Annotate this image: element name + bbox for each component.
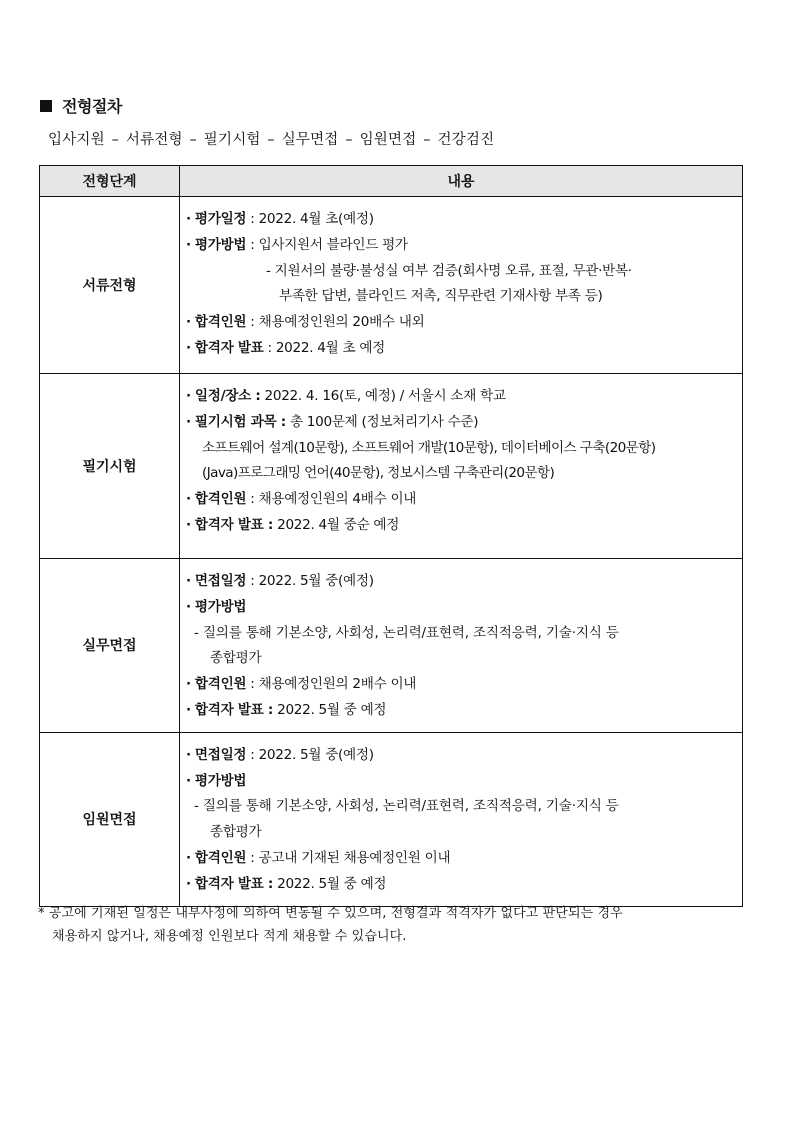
schedule-line: · 평가일정 : 2022. 4월 초(예정) [186, 211, 374, 227]
content-executive-interview [180, 732, 743, 906]
footnote-line-1: * 공고에 기재된 일정은 내부사정에 의하여 변동될 수 있으며, 전형결과 적격자가 없다고 판단되는 경우 [38, 906, 623, 921]
selection-steps-table [39, 165, 743, 907]
method-detail-2: 부족한 답변, 블라인드 저촉, 직무관련 기재사항 부족 등) [279, 288, 603, 305]
square-bullet-icon [40, 100, 52, 112]
method-detail-2: 종합평가 [210, 824, 262, 841]
pass-line: · 합격인원 : 채용예정인원의 20배수 내외 [186, 314, 425, 331]
schedule-line: · 면접일정 : 2022. 5월 중(예정) [186, 573, 374, 589]
subject-detail-2: (Java)프로그래밍 언어(40문항), 정보시스템 구축관리(20문항) [202, 465, 555, 482]
pass-line: · 합격인원 : 채용예정인원의 4배수 이내 [186, 491, 417, 508]
table-row-executive-interview [40, 732, 743, 906]
pass-line: · 합격인원 : 채용예정인원의 2배수 이내 [186, 676, 417, 693]
method-line: · 평가방법 [186, 598, 247, 615]
method-detail-2: 종합평가 [210, 650, 262, 667]
method-line: · 평가방법 [186, 772, 247, 789]
stage-written-exam: 필기시험 [40, 374, 180, 559]
content-written-exam [180, 374, 743, 559]
table-row-practical-interview [40, 559, 743, 733]
method-detail-1: - 질의를 통해 기본소양, 사회성, 논리력/표현력, 조직적응력, 기술·지식 등 [194, 624, 619, 641]
announce-line: · 합격자 발표 : 2022. 4월 초 예정 [186, 339, 385, 356]
table-row-document-screening [40, 197, 743, 374]
footnote [38, 902, 744, 948]
content-document-screening [180, 197, 743, 374]
process-flow: 입사지원 – 서류전형 – 필기시험 – 실무면접 – 임원면접 – 건강검진 [48, 132, 495, 148]
method-detail-1: - 지원서의 불량·불성실 여부 검증(회사명 오류, 표절, 무관·반복· [266, 262, 632, 279]
method-line: · 평가방법 : 입사지원서 블라인드 평가 [186, 236, 408, 253]
stage-document-screening: 서류전형 [40, 197, 180, 374]
pass-line: · 합격인원 : 공고내 기재된 채용예정인원 이내 [186, 849, 451, 866]
content-practical-interview [180, 559, 743, 733]
header-stage: 전형단계 [40, 166, 180, 197]
schedule-line: · 일정/장소 : 2022. 4. 16(토, 예정) / 서울시 소재 학교 [186, 388, 506, 404]
subject-line: · 필기시험 과목 : 총 100문제 (정보처리기사 수준) [186, 413, 479, 430]
schedule-line: · 면접일정 : 2022. 5월 중(예정) [186, 746, 374, 763]
announce-line: · 합격자 발표 : 2022. 5월 중 예정 [186, 875, 387, 892]
method-detail-1: - 질의를 통해 기본소양, 사회성, 논리력/표현력, 조직적응력, 기술·지식 등 [194, 798, 619, 815]
stage-executive-interview: 임원면접 [40, 732, 180, 906]
header-content: 내용 [180, 166, 743, 197]
section-title [40, 94, 122, 117]
table-header-row [40, 166, 743, 197]
announce-line: · 합격자 발표 : 2022. 5월 중 예정 [186, 701, 387, 718]
announce-line: · 합격자 발표 : 2022. 4월 중순 예정 [186, 516, 400, 533]
section-title-text: 전형절차 [62, 97, 122, 116]
stage-practical-interview: 실무면접 [40, 559, 180, 733]
table-row-written-exam [40, 374, 743, 559]
subject-detail-1: 소프트웨어 설계(10문항), 소프트웨어 개발(10문항), 데이터베이스 구축(20문항) [202, 439, 656, 456]
footnote-line-2: 채용하지 않거나, 채용예정 인원보다 적게 채용할 수 있습니다. [52, 929, 407, 944]
